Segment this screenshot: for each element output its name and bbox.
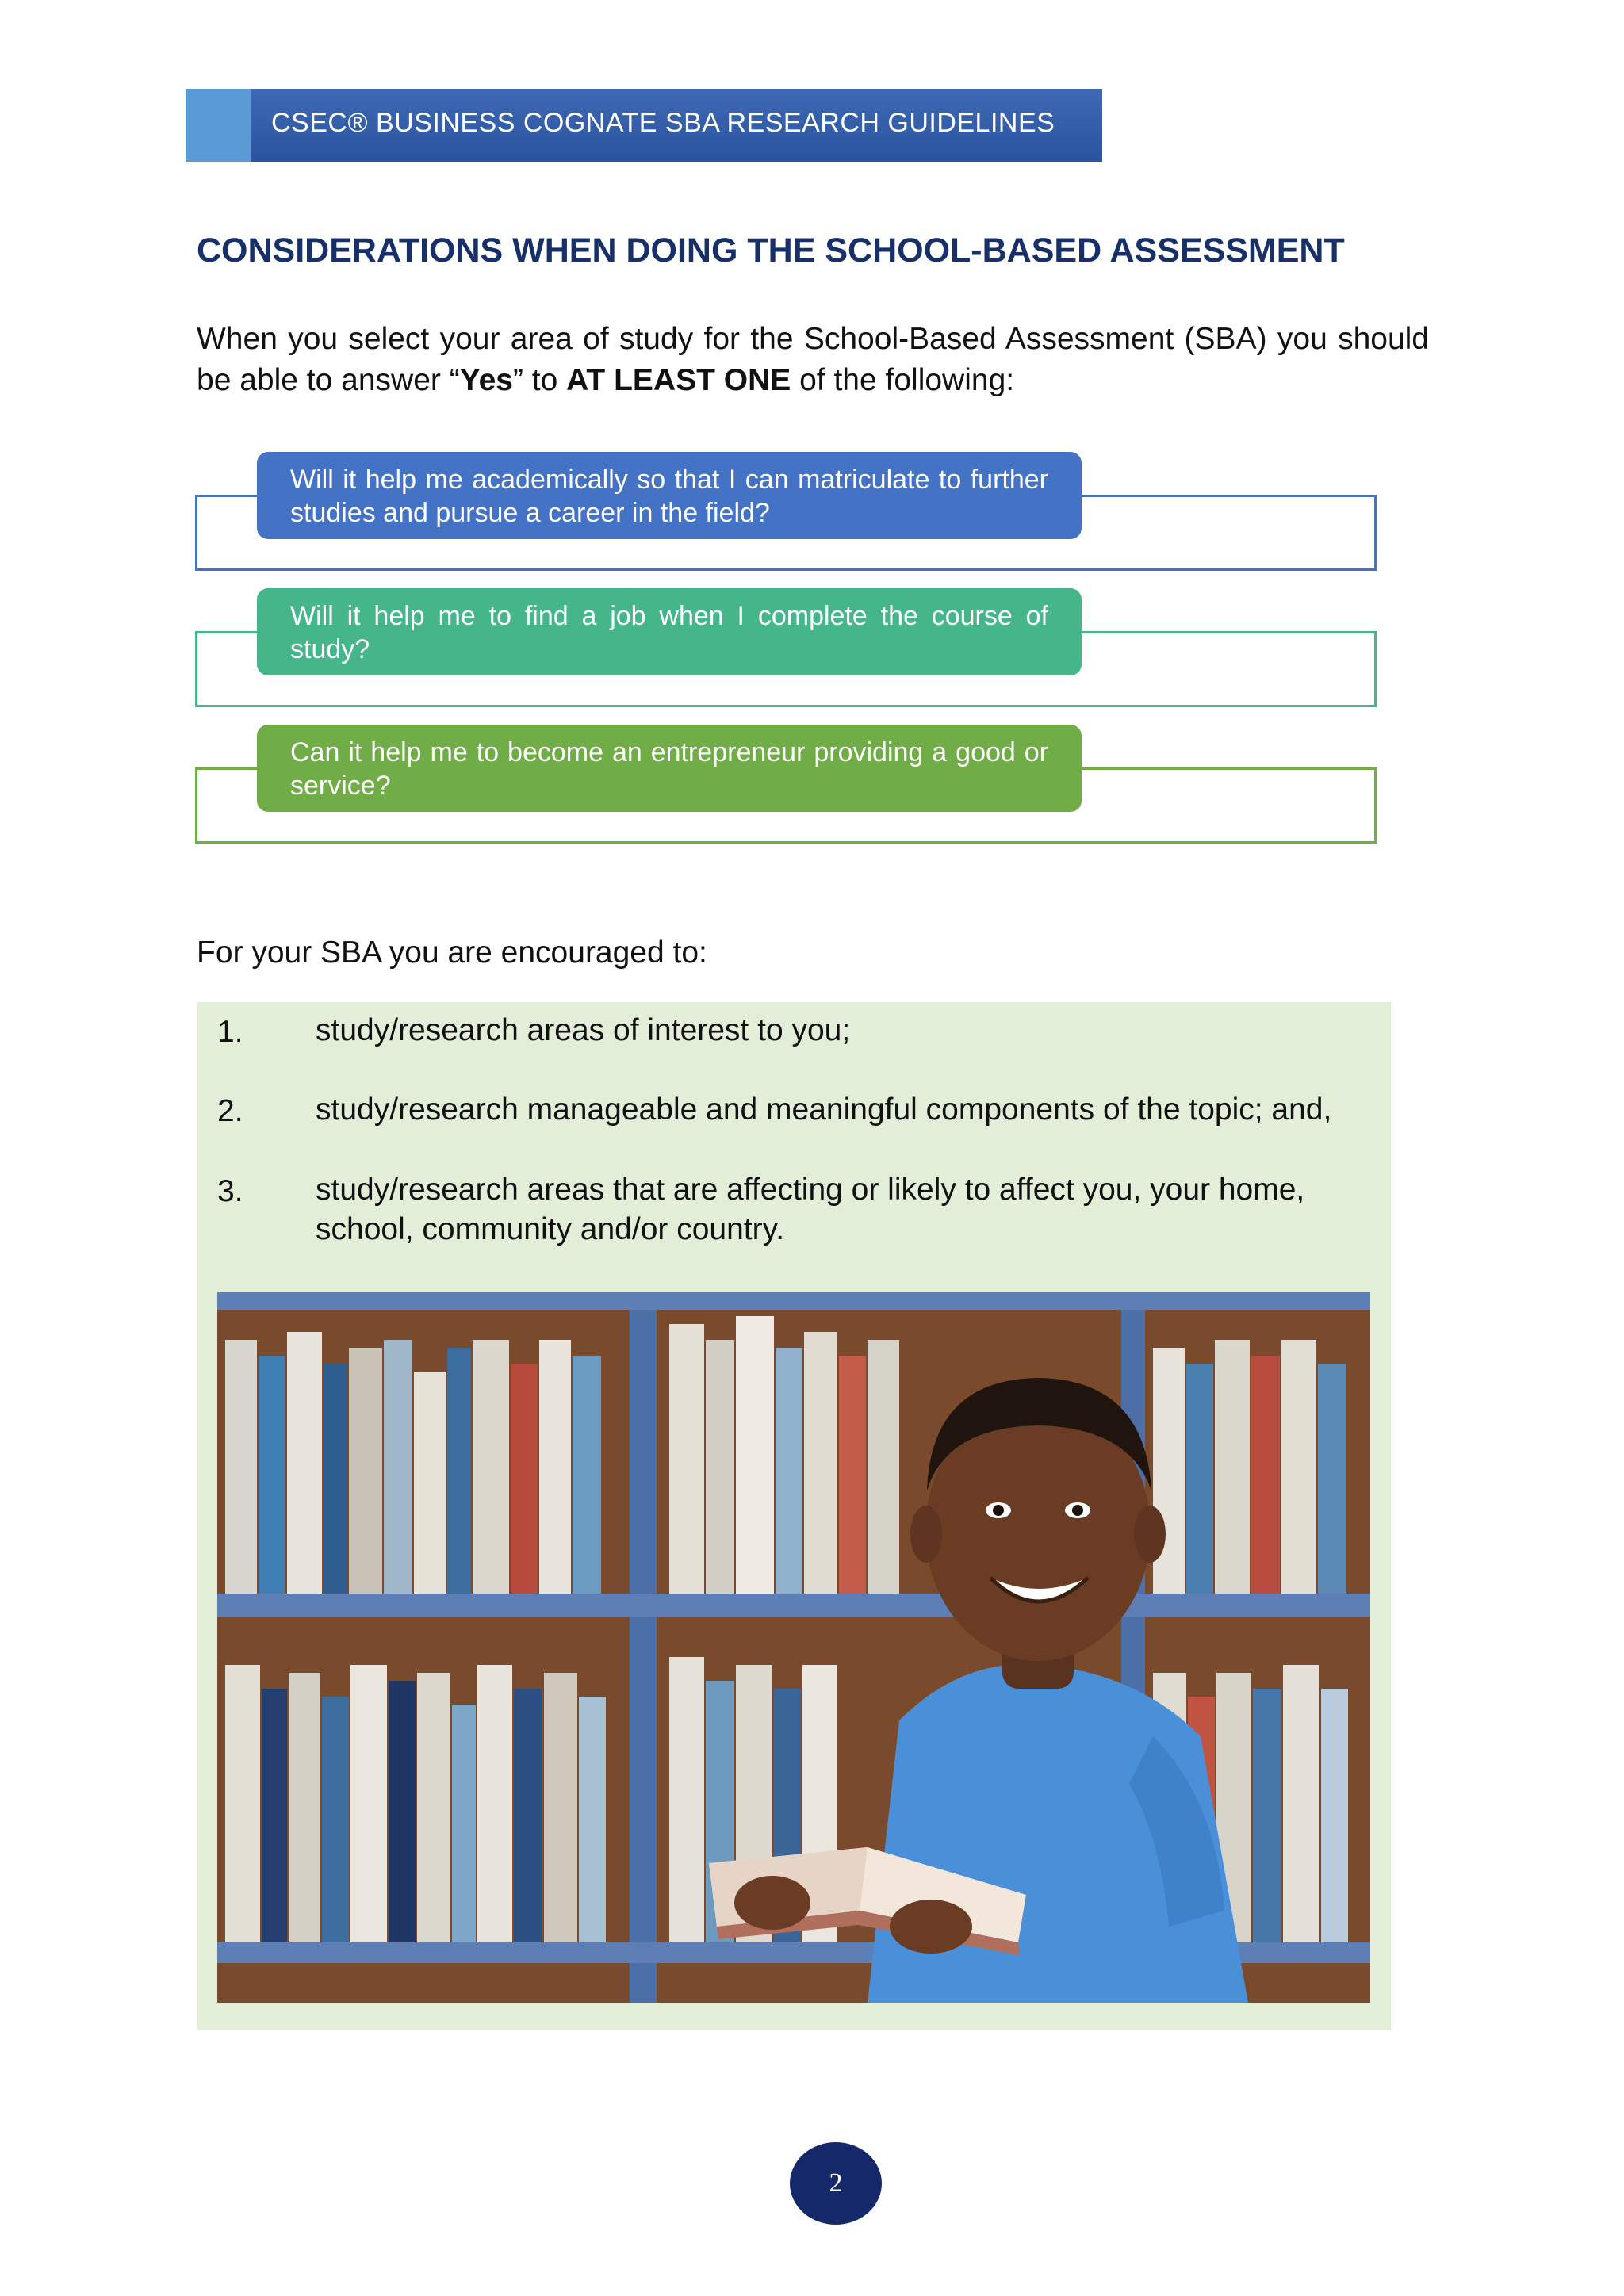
page-number: 2 [829, 2168, 843, 2198]
page-number-badge [790, 2142, 882, 2225]
question-1-box [257, 452, 1082, 539]
intro-part-2: ” to [512, 363, 567, 397]
question-3-text: Can it help me to become an entrepreneur providing a good or service? [290, 737, 1048, 801]
encouraged-heading: For your SBA you are encouraged to: [197, 936, 707, 970]
intro-part-3: of the following: [791, 363, 1015, 397]
intro-at-least-one: AT LEAST ONE [566, 363, 791, 397]
intro-paragraph [197, 319, 1429, 401]
list-item-3-number: 3. [217, 1174, 243, 1208]
question-2-box [257, 588, 1082, 675]
list-item-1-text: study/research areas of interest to you; [316, 1013, 851, 1047]
question-3-box [257, 725, 1082, 812]
library-photo-illustration [217, 1292, 1370, 2003]
header-accent-block [186, 89, 251, 162]
intro-part-1: When you select your area of study for the School-Based Assessment (SBA) you should be able to answer “ [197, 322, 1429, 397]
question-1-text: Will it help me academically so that I can matriculate to further studies and pursue a career in the field? [290, 465, 1048, 528]
page-title: CONSIDERATIONS WHEN DOING THE SCHOOL-BASED ASSESSMENT [197, 232, 1345, 270]
list-item-1-number: 1. [217, 1015, 243, 1049]
list-item-2-text: study/research manageable and meaningful components of the topic; and, [316, 1093, 1332, 1127]
list-item-2-number: 2. [217, 1094, 243, 1128]
intro-yes: Yes [459, 363, 513, 397]
list-item-3-text: study/research areas that are affecting or likely to affect you, your home, school, community and/or country. [316, 1173, 1305, 1246]
library-photo [217, 1292, 1370, 2003]
header-title: CSEC® BUSINESS COGNATE SBA RESEARCH GUIDELINES [271, 108, 1055, 138]
question-2-text: Will it help me to find a job when I complete the course of study? [290, 601, 1048, 664]
